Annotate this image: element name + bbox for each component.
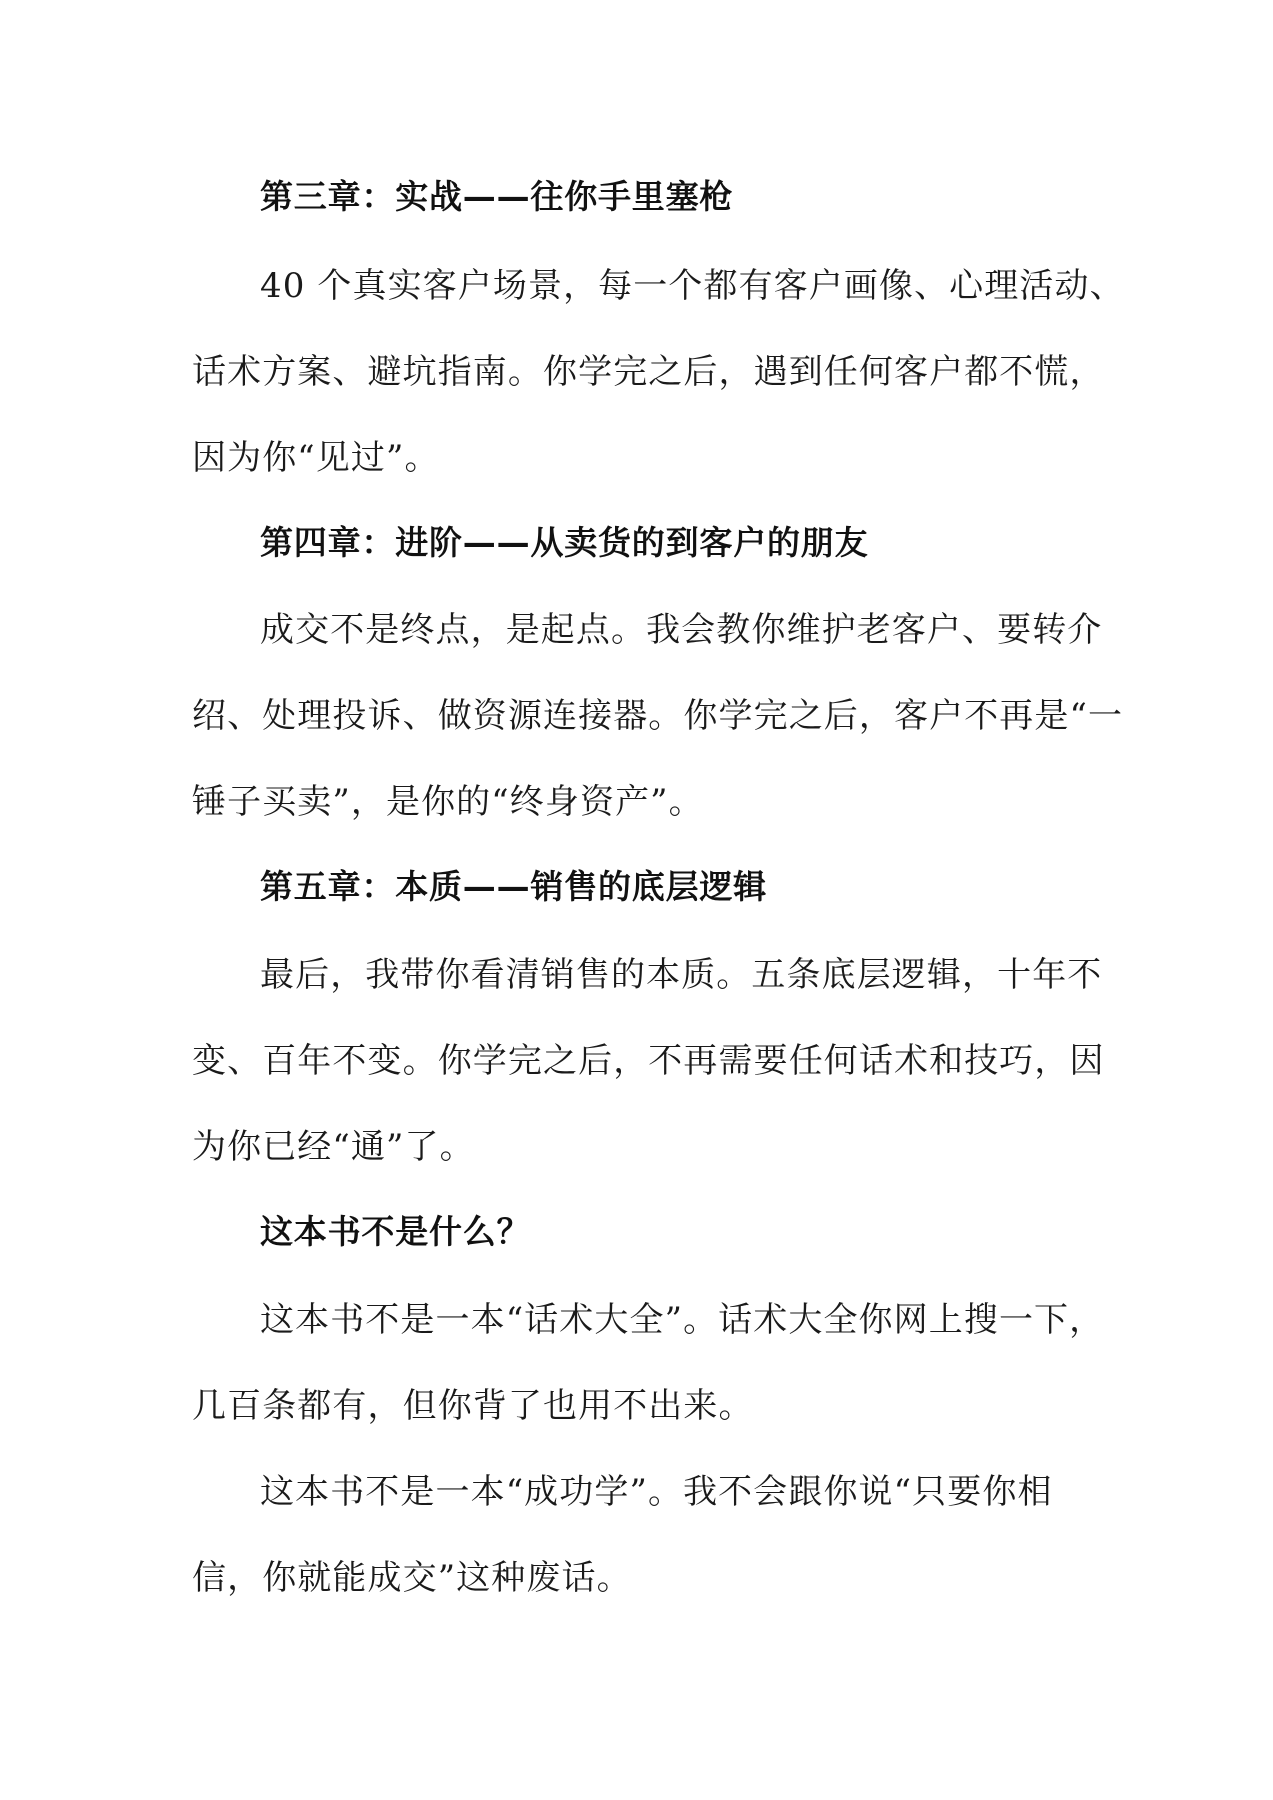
chapter-4-line-2: 绍、处理投诉、做资源连接器。你学完之后，客户不再是“一 [192, 696, 1124, 736]
chapter-3-line-1: 40 个真实客户场景，每一个都有客户画像、心理活动、 [260, 266, 1125, 306]
chapter-4-line-3: 锤子买卖”，是你的“终身资产”。 [192, 782, 704, 822]
not-section-heading: 这本书不是什么？ [260, 1212, 531, 1251]
chapter-3-line-3: 因为你“见过”。 [192, 438, 440, 478]
chapter-5-line-2: 变、百年不变。你学完之后，不再需要任何话术和技巧，因 [192, 1041, 1105, 1081]
not-section-para-1-line-1: 这本书不是一本“话术大全”。话术大全你网上搜一下， [260, 1300, 1105, 1340]
chapter-4-line-1: 成交不是终点，是起点。我会教你维护老客户、要转介 [260, 610, 1103, 650]
not-section-para-2-line-2: 信，你就能成交”这种废话。 [192, 1558, 632, 1598]
chapter-4-heading: 第四章：进阶——从卖货的到客户的朋友 [260, 523, 869, 562]
chapter-3-line-2: 话术方案、避坑指南。你学完之后，遇到任何客户都不慌， [192, 352, 1105, 392]
chapter-5-line-1: 最后，我带你看清销售的本质。五条底层逻辑，十年不 [260, 955, 1103, 995]
chapter-5-heading: 第五章：本质——销售的底层逻辑 [260, 867, 767, 906]
not-section-para-1-line-2: 几百条都有，但你背了也用不出来。 [192, 1386, 754, 1426]
chapter-3-heading: 第三章：实战——往你手里塞枪 [260, 177, 734, 216]
chapter-5-line-3: 为你已经“通”了。 [192, 1127, 475, 1167]
not-section-para-2-line-1: 这本书不是一本“成功学”。我不会跟你说“只要你相 [260, 1472, 1053, 1512]
